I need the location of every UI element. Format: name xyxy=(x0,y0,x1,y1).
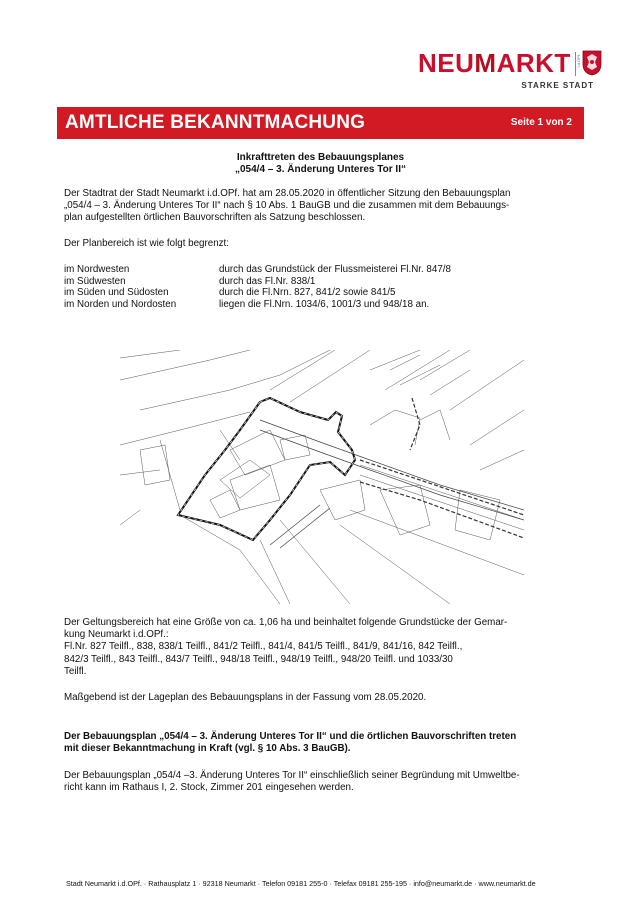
document-heading xyxy=(62,152,579,176)
logo-word-part3: ARKT xyxy=(496,48,571,78)
logo-tagline: STARKE STADT xyxy=(521,81,594,90)
inspection-paragraph xyxy=(64,770,576,794)
boundary-row xyxy=(64,299,576,311)
heading-line-2: „054/4 – 3. Änderung Unteres Tor II“ xyxy=(235,164,406,175)
intro-line-3: plan aufgestellten örtlichen Bauvorschriften als Satzung beschlossen. xyxy=(64,212,366,224)
scope-line-5: Teilfl. xyxy=(64,665,87,677)
footer-contact: Stadt Neumarkt i.d.OPf. · Rathausplatz 1 · 92318 Neumarkt · Telefon 09181 255-0 · Telefax 09181 255-195 · info@neumarkt.de · www.neumarkt.de xyxy=(66,879,536,888)
site-plan-map xyxy=(120,350,524,604)
boundary-description: durch das Grundstück der Flussmeisterei Fl.Nr. 847/8 xyxy=(219,264,451,275)
inspection-line-2: richt kann im Rathaus I, 2. Stock, Zimmer 201 eingesehen werden. xyxy=(64,782,354,794)
intro-line-2: „054/4 – 3. Änderung Unteres Tor II“ nach § 10 Abs. 1 BauGB und die zusammen mit dem Bebauungs- xyxy=(64,200,510,212)
boundary-row xyxy=(64,287,576,299)
scope-line-2: kung Neumarkt i.d.OPf.: xyxy=(64,629,169,641)
scope-line-1: Der Geltungsbereich hat eine Größe von ca. 1,06 ha und beinhaltet folgende Grundstücke der Gemar- xyxy=(64,617,508,628)
inspection-line-1: Der Bebauungsplan „054/4 –3. Änderung Unteres Tor II“ einschließlich seiner Begründung mit Umweltbe- xyxy=(64,770,520,781)
city-logo xyxy=(418,48,598,98)
heading-line-1: Inkrafttreten des Bebauungsplanes xyxy=(236,152,405,163)
decisive-plan-note: Maßgebend ist der Lageplan des Bebauungsplans in der Fassung vom 28.05.2020. xyxy=(64,692,427,703)
boundary-direction: im Süden und Südosten xyxy=(64,287,169,299)
intro-paragraph xyxy=(64,188,576,225)
scope-paragraph xyxy=(64,617,576,678)
boundary-row xyxy=(64,276,576,288)
logo-word-part1: NEU xyxy=(418,48,475,78)
boundary-direction: im Norden und Nordosten xyxy=(64,298,177,310)
logo-established: i.d.OPf. xyxy=(576,54,581,68)
scope-line-4: 842/3 Teilfl., 843 Teilfl., 843/7 Teilfl., 948/18 Teilfl., 948/19 Teilfl., 948/20 Teilfl. und 1033/30 xyxy=(64,653,453,665)
boundary-row xyxy=(64,264,576,276)
boundary-description: durch das Fl.Nr. 838/1 xyxy=(219,275,316,287)
boundary-intro: Der Planbereich ist wie folgt begrenzt: xyxy=(64,238,229,249)
coat-of-arms-icon xyxy=(582,50,602,76)
intro-line-1: Der Stadtrat der Stadt Neumarkt i.d.OPf. hat am 28.05.2020 in öffentlicher Sitzung den Bebauungsplan xyxy=(64,188,511,199)
effect-line-2: mit dieser Bekanntmachung in Kraft (vgl. § 10 Abs. 3 BauGB). xyxy=(64,743,351,755)
logo-wordmark xyxy=(418,48,571,78)
page-indicator: Seite 1 von 2 xyxy=(510,117,572,128)
banner-title: AMTLICHE BEKANNTMACHUNG xyxy=(65,112,366,133)
effect-paragraph xyxy=(64,731,576,755)
logo-word-part2: M xyxy=(474,48,497,78)
effect-line-1: Der Bebauungsplan „054/4 – 3. Änderung Unteres Tor II“ und die örtlichen Bauvorschriften treten xyxy=(64,731,517,742)
announcement-banner xyxy=(57,107,584,139)
boundary-direction: im Nordwesten xyxy=(64,264,130,275)
boundary-description: liegen die Fl.Nrn. 1034/6, 1001/3 und 948/18 an. xyxy=(219,298,430,310)
boundary-description: durch die Fl.Nrn. 827, 841/2 sowie 841/5 xyxy=(219,287,396,299)
boundary-direction: im Südwesten xyxy=(64,275,126,287)
boundary-table xyxy=(64,264,576,310)
scope-line-3: Fl.Nr. 827 Teilfl., 838, 838/1 Teilfl., 841/2 Teilfl., 841/4, 841/5 Teilfl., 841/9, 841/16, 842 Teilfl., xyxy=(64,641,463,653)
